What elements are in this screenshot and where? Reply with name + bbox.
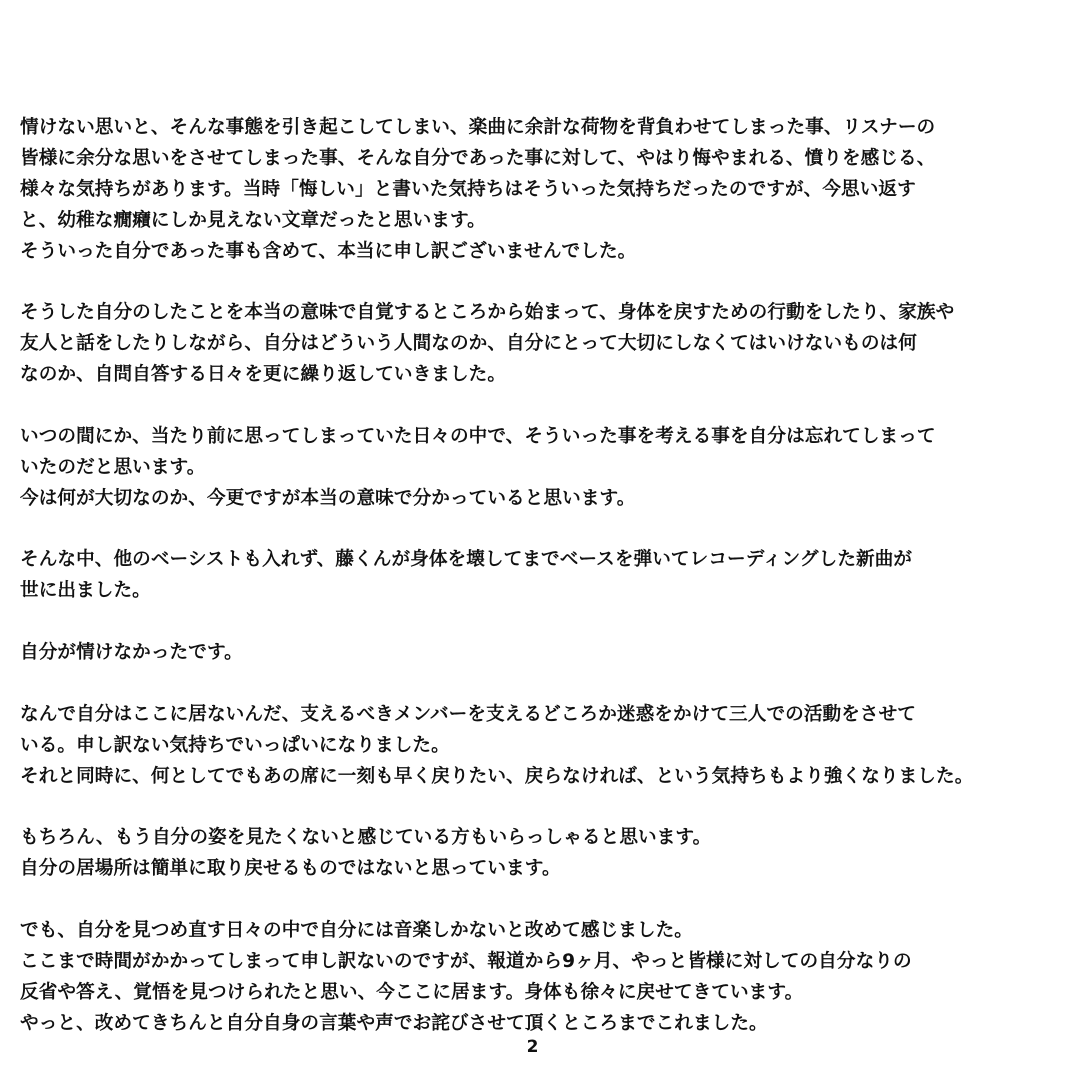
text-line: いたのだと思います。: [20, 456, 206, 478]
paragraph-break: [20, 515, 1046, 546]
text-line: やっと、改めてきちんと自分自身の言葉や声でお詫びさせて頂くところまでこれました。: [20, 1012, 768, 1034]
text-line: いる。申し訳ない気持ちでいっぱいになりました。: [20, 734, 450, 756]
text-line: なんで自分はここに居ないんだ、支えるべきメンバーを支えるどころか迷惑をかけて三人での活動をさせて: [20, 703, 916, 725]
paragraph-break: [20, 885, 1046, 916]
paragraph-break: [20, 669, 1046, 700]
page-number: 2: [526, 1037, 539, 1057]
paragraph-break: [20, 793, 1046, 824]
text-line: 様々な気持ちがあります。当時「悔しい」と書いた気持ちはそういった気持ちだったのですが、今思い返す: [20, 178, 916, 200]
text-line: 世に出ました。: [20, 580, 151, 602]
text-line: と、幼稚な癇癪にしか見えない文章だったと思います。: [20, 209, 486, 231]
text-line: なのか、自問自答する日々を更に繰り返していきました。: [20, 364, 507, 386]
document-body: [20, 113, 1046, 1040]
paragraph-break: [20, 391, 1046, 422]
text-line: 皆様に余分な思いをさせてしまった事、そんな自分であった事に対して、やはり悔やまれる、憤りを感じる、: [20, 147, 936, 169]
text-line: 友人と話をしたりしながら、自分はどういう人間なのか、自分にとって大切にしなくてはいけないものは何: [20, 333, 917, 355]
text-line: 今は何が大切なのか、今更ですが本当の意味で分かっていると思います。: [20, 487, 636, 509]
paragraph-break: [20, 267, 1046, 298]
text-line: いつの間にか、当たり前に思ってしまっていた日々の中で、そういった事を考える事を自分は忘れてしまって: [20, 425, 936, 447]
text-line: 自分が情けなかったです。: [20, 642, 243, 664]
text-line: 情けない思いと、そんな事態を引き起こしてしまい、楽曲に余計な荷物を背負わせてしまった事、リスナーの: [20, 117, 936, 138]
text-line: それと同時に、何としてでもあの席に一刻も早く戻りたい、戻らなければ、という気持ちもより強くなりました。: [20, 765, 974, 787]
paragraph-break: [20, 607, 1046, 638]
text-line: 反省や答え、覚悟を見つけられたと思い、今ここに居ます。身体も徐々に戻せてきています。: [20, 981, 804, 1003]
text-line: そうした自分のしたことを本当の意味で自覚するところから始まって、身体を戻すための行動をしたり、家族や: [20, 302, 955, 324]
text-line: もちろん、もう自分の姿を見たくないと感じている方もいらっしゃると思います。: [20, 827, 712, 849]
text-line: そういった自分であった事も含めて、本当に申し訳ございませんでした。: [20, 240, 637, 262]
text-line: そんな中、他のベーシストも入れず、藤くんが身体を壊してまでベースを弾いてレコーディングした新曲が: [20, 549, 913, 571]
text-line: ここまで時間がかかってしまって申し訳ないのですが、報道から9ヶ月、やっと皆様に対しての自分なりの: [20, 951, 912, 973]
text-line: 自分の居場所は簡単に取り戻せるものではないと思っています。: [20, 858, 561, 880]
text-line: でも、自分を見つめ直す日々の中で自分には音楽しかないと改めて感じました。: [20, 920, 693, 942]
